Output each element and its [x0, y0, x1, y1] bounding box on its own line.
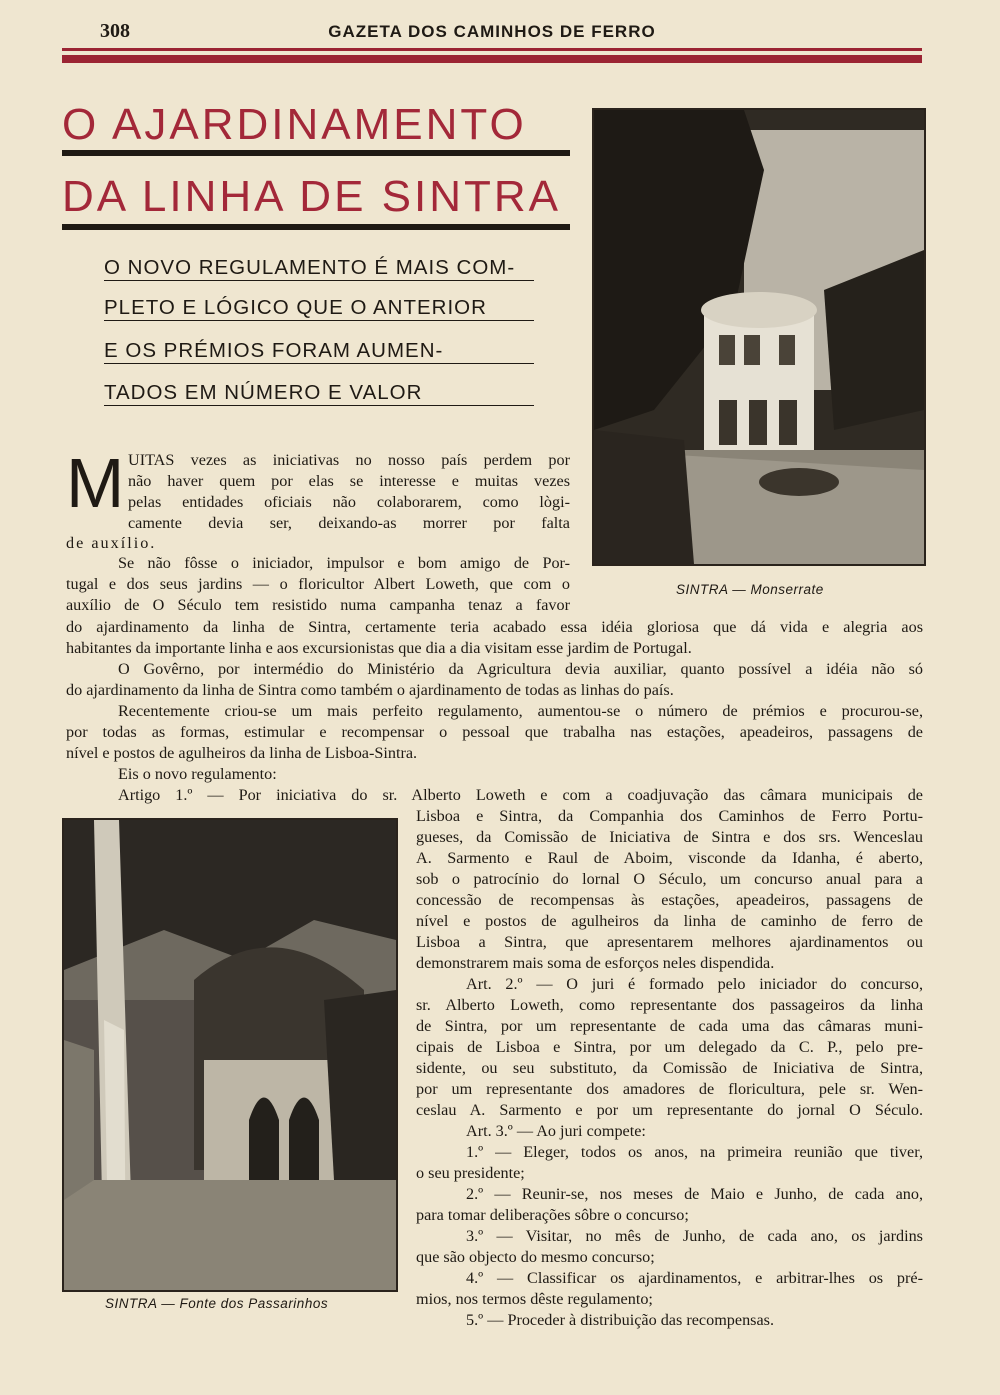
subtitle-line: TADOS EM NÚMERO E VALOR: [104, 381, 534, 406]
header-rule: [62, 48, 922, 51]
subtitle-line: E OS PRÉMIOS FORAM AUMEN-: [104, 339, 534, 364]
body-line: tugal e dos seus jardins — o floricultor Albert Loweth, que com o: [66, 575, 570, 593]
body-line: por todas as formas, estimular e recompensar o pessoal que trabalha nas estações, apeadeiros, passagens de: [66, 723, 923, 741]
drop-cap: M: [66, 444, 125, 522]
title-rule-2: [62, 224, 570, 230]
body-line: Eis o novo regulamento:: [118, 765, 277, 783]
header-rule-thick: [62, 55, 922, 63]
body-line: sidente, ou seu substituto, da Comissão de Iniciativa de Sintra,: [416, 1059, 923, 1077]
body-line: 1.º — Eleger, todos os anos, na primeira reunião que tiver,: [466, 1143, 923, 1161]
body-line: nível e postos de agulheiros da linha de Lisboa-Sintra.: [66, 744, 418, 762]
body-line: 5.º — Proceder à distribuição das recompensas.: [466, 1311, 774, 1329]
body-line: não haver quem por elas se interesse e muitas vezes: [128, 472, 570, 490]
body-line: sob o patrocínio do lornal O Século, um concurso anual para a: [416, 870, 923, 888]
body-line: mios, nos termos dêste regulamento;: [416, 1290, 653, 1308]
body-line: pelas entidades oficiais não colaborarem, como lògi-: [128, 493, 570, 511]
body-line: nível e postos de agulheiros da linha de caminho de ferro de: [416, 912, 923, 930]
body-line: do ajardinamento da linha de Sintra, certamente teria acabado essa idéia gloriosa que dá vida e alegria aos: [66, 618, 923, 636]
photo-monserrate: [592, 108, 926, 566]
body-line: Recentemente criou-se um mais perfeito regulamento, aumentou-se o número de prémios e procurou-se,: [118, 702, 923, 720]
body-line: Art. 2.º — O juri é formado pelo iniciador do concurso,: [466, 975, 923, 993]
photo-fonte-passarinhos: [62, 818, 398, 1292]
body-line: Lisboa e Sintra, da Companhia dos Caminhos de Ferro Portu-: [416, 807, 923, 825]
body-line: do ajardinamento da linha de Sintra como também o ajardinamento de todas as linhas do país.: [66, 681, 674, 699]
body-line: 2.º — Reunir-se, nos meses de Maio e Junho, de cada ano,: [466, 1185, 923, 1203]
photo-monserrate-image: [594, 110, 924, 564]
body-line: sr. Alberto Loweth, como representante dos passageiros da linha: [416, 996, 923, 1014]
photo-fonte-image: [64, 820, 396, 1290]
body-line: por um representante dos amadores de floricultura, pele sr. Wen-: [416, 1080, 923, 1098]
photo-caption-monserrate: SINTRA — Monserrate: [676, 582, 824, 597]
title-rule-1: [62, 150, 570, 156]
page-header: [62, 20, 922, 46]
body-line: A. Sarmento e Raul de Aboim, visconde da Idanha, é aberto,: [416, 849, 923, 867]
body-line: Se não fôsse o iniciador, impulsor e bom amigo de Por-: [118, 554, 570, 572]
body-line: Lisboa a Sintra, que apresentarem melhores ajardinamentos ou: [416, 933, 923, 951]
body-line: demonstrarem mais soma de esforços neles dispendida.: [416, 954, 775, 972]
body-line: para tomar deliberações sôbre o concurso;: [416, 1206, 689, 1224]
body-line: O Govêrno, por intermédio do Ministério da Agricultura devia auxiliar, quanto possível a idéia não só: [118, 660, 923, 678]
body-line: concessão de recompensas às estações, apeadeiros, passagens de: [416, 891, 923, 909]
body-line: habitantes da importante linha e aos excursionistas que dia a dia visitam esse jardim de Portugal.: [66, 639, 692, 657]
body-line: UITAS vezes as iniciativas no nosso país perdem por: [128, 451, 570, 469]
body-line: Artigo 1.º — Por iniciativa do sr. Alberto Loweth e com a coadjuvação das câmara municipais de: [118, 786, 923, 804]
running-title: GAZETA DOS CAMINHOS DE FERRO: [328, 22, 656, 41]
body-line: 4.º — Classificar os ajardinamentos, e arbitrar-lhes os pré-: [466, 1269, 923, 1287]
body-line: o seu presidente;: [416, 1164, 525, 1182]
article-title-line-1: O AJARDINAMENTO: [62, 100, 527, 149]
body-line: 3.º — Visitar, no mês de Junho, de cada ano, os jardins: [466, 1227, 923, 1245]
body-line: que são objecto do mesmo concurso;: [416, 1248, 655, 1266]
body-line: auxílio de O Século tem resistido numa campanha tenaz a favor: [66, 596, 570, 614]
body-line: cipais de Lisboa e Sintra, por um delegado da C. P., pelo pre-: [416, 1038, 923, 1056]
subtitle-line: PLETO E LÓGICO QUE O ANTERIOR: [104, 296, 534, 321]
body-line: de Sintra, por um representante de cada uma das câmaras muni-: [416, 1017, 923, 1035]
body-line: gueses, da Comissão de Iniciativa de Sintra e dos srs. Wenceslau: [416, 828, 923, 846]
body-line: ceslau A. Sarmento e por um representante do jornal O Século.: [416, 1101, 923, 1119]
page-number: 308: [100, 20, 130, 42]
photo-caption-fonte: SINTRA — Fonte dos Passarinhos: [105, 1296, 329, 1311]
body-line: camente devia ser, deixando-as morrer por falta: [128, 514, 570, 532]
body-line: Art. 3.º — Ao juri compete:: [466, 1122, 646, 1140]
body-line: de auxílio.: [66, 534, 157, 552]
article-title-line-2: DA LINHA DE SINTRA: [62, 172, 562, 221]
subtitle-line: O NOVO REGULAMENTO É MAIS COM-: [104, 256, 534, 281]
